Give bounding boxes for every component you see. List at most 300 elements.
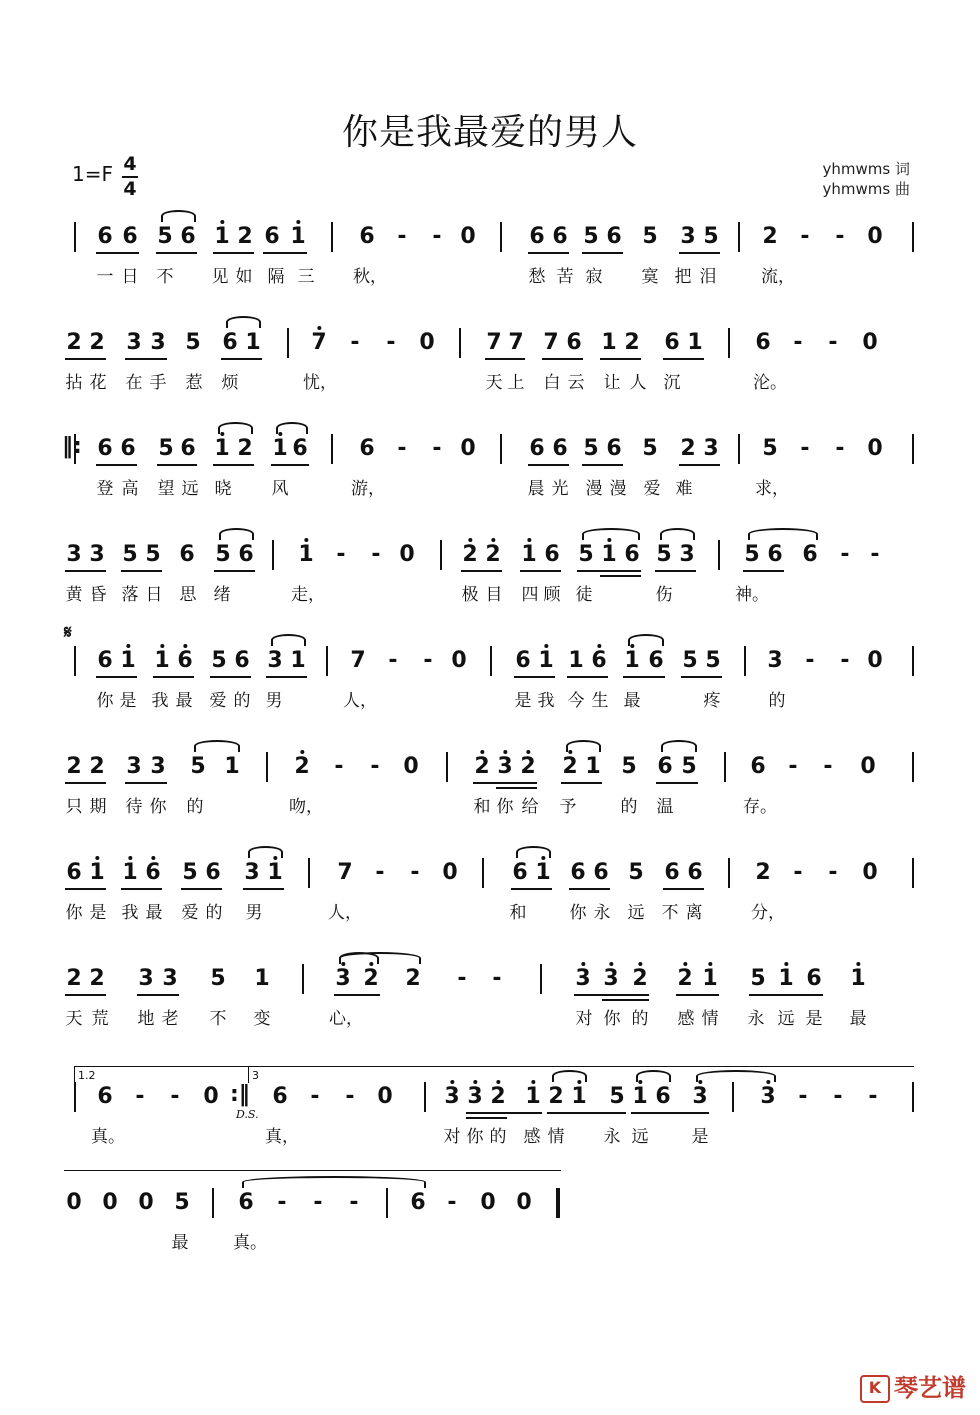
- lyric-syllable: 漫: [585, 479, 603, 499]
- lyric-syllable: 天: [65, 1009, 83, 1029]
- note: [535, 860, 550, 886]
- lyric-syllable: 落: [121, 585, 139, 605]
- note: [182, 860, 197, 886]
- octave-dot: [527, 538, 531, 542]
- time-signature: [122, 154, 138, 200]
- note-digit: 6: [222, 330, 238, 355]
- slur: [242, 1176, 426, 1188]
- note: [397, 436, 406, 462]
- barline: [308, 858, 310, 888]
- note: [122, 542, 137, 568]
- note-digit: -: [349, 1190, 359, 1215]
- notation-row: [0, 860, 980, 940]
- note: [203, 1084, 218, 1110]
- note: [313, 1190, 322, 1216]
- note-digit: 0: [867, 648, 883, 673]
- note: [298, 542, 313, 568]
- lyric-syllable: 秋，: [353, 267, 387, 287]
- lyric-syllable: 温: [656, 797, 674, 817]
- note-digit: 5: [583, 436, 599, 461]
- note: [135, 1084, 144, 1110]
- note-digit: 1: [254, 966, 270, 991]
- lyric-syllable: 和: [473, 797, 491, 817]
- note-digit: -: [835, 224, 845, 249]
- note: [444, 1084, 459, 1110]
- note-digit: 6: [179, 542, 195, 567]
- note-digit: 1: [778, 966, 794, 991]
- note-digit: 5: [182, 860, 198, 885]
- barline: [331, 434, 333, 464]
- lyric-syllable: 日: [121, 267, 139, 287]
- beam-line: [125, 358, 167, 360]
- lyric-syllable: 的: [205, 903, 223, 923]
- notation-row: [0, 224, 980, 304]
- note: [628, 860, 643, 886]
- note: [244, 860, 259, 886]
- lyric-syllable: 让: [603, 373, 621, 393]
- note: [800, 224, 809, 250]
- lyric-syllable: 我: [121, 903, 139, 923]
- note: [66, 754, 81, 780]
- note-digit: 3: [497, 754, 513, 779]
- lyric-syllable: 沦。: [753, 373, 787, 393]
- note-digit: 2: [755, 860, 771, 885]
- note: [66, 966, 81, 992]
- note-digit: -: [345, 1084, 355, 1109]
- note-digit: 1: [568, 648, 584, 673]
- note: [138, 1190, 153, 1216]
- beam-line: [121, 888, 162, 890]
- song-title: 你是我最爱的男人: [341, 112, 638, 153]
- octave-dot: [304, 538, 308, 542]
- note: [529, 436, 544, 462]
- note: [97, 224, 112, 250]
- note: [515, 648, 530, 674]
- note: [767, 542, 782, 568]
- note-digit: 3: [267, 648, 283, 673]
- note: [267, 860, 282, 886]
- lyric-syllable: 目: [485, 585, 503, 605]
- note: [578, 542, 593, 568]
- note: [687, 330, 702, 356]
- note: [603, 966, 618, 992]
- note: [642, 436, 657, 462]
- note: [410, 1190, 425, 1216]
- notation-row: [0, 754, 980, 834]
- barline: [446, 752, 448, 782]
- note-digit: -: [800, 224, 810, 249]
- note-digit: 5: [215, 542, 231, 567]
- lyric-syllable: 苦: [556, 267, 574, 287]
- lyric-syllable: 愁: [528, 267, 546, 287]
- note-digit: 5: [642, 224, 658, 249]
- note-digit: 6: [566, 330, 582, 355]
- note: [702, 966, 717, 992]
- beam-line: [749, 994, 823, 996]
- note-digit: 6: [806, 966, 822, 991]
- note: [835, 436, 844, 462]
- lyric-syllable: 是: [805, 1009, 823, 1029]
- note-digit: 2: [66, 754, 82, 779]
- note-digit: 1: [245, 330, 261, 355]
- barline: [738, 222, 740, 252]
- lyric-syllable: 不: [156, 267, 174, 287]
- key-signature: [72, 153, 137, 200]
- lyric-syllable: 给: [521, 797, 539, 817]
- lyric-syllable: 永: [747, 1009, 765, 1029]
- note: [680, 224, 695, 250]
- note-digit: -: [375, 860, 385, 885]
- barline: [482, 858, 484, 888]
- note-digit: 0: [460, 436, 476, 461]
- note-digit: -: [840, 648, 850, 673]
- note-digit: 1: [154, 648, 170, 673]
- beam-line-double: [466, 1117, 507, 1119]
- barline: [74, 1082, 76, 1112]
- note: [162, 966, 177, 992]
- barline: [212, 1188, 214, 1218]
- beam-line: [243, 888, 284, 890]
- note-digit: -: [805, 648, 815, 673]
- note-digit: 2: [677, 966, 693, 991]
- note-digit: 2: [680, 436, 696, 461]
- lyric-syllable: 远: [181, 479, 199, 499]
- lyric-syllable: 在: [125, 373, 143, 393]
- lyric-syllable: 心，: [329, 1009, 363, 1029]
- note-digit: 1: [272, 436, 288, 461]
- note-digit: 2: [548, 1084, 564, 1109]
- lyric-syllable: 最: [145, 903, 163, 923]
- beam-line: [121, 570, 162, 572]
- note-digit: -: [334, 754, 344, 779]
- lyric-syllable: 存。: [743, 797, 777, 817]
- lyric-syllable: 我: [151, 691, 169, 711]
- note-digit: 5: [145, 542, 161, 567]
- lyric-syllable: 漫: [609, 479, 627, 499]
- note: [800, 436, 809, 462]
- note: [350, 330, 359, 356]
- notation-row: [0, 648, 980, 728]
- note-digit: 3: [244, 860, 260, 885]
- lyric-syllable: 徒: [575, 585, 593, 605]
- note: [867, 648, 882, 674]
- note-digit: 0: [860, 754, 876, 779]
- note-digit: 3: [126, 330, 142, 355]
- beam-line: [156, 252, 197, 254]
- note-digit: 6: [655, 1084, 671, 1109]
- note: [632, 966, 647, 992]
- note-digit: 5: [621, 754, 637, 779]
- note-digit: 3: [760, 1084, 776, 1109]
- note: [570, 860, 585, 886]
- note-digit: -: [793, 860, 803, 885]
- beam-line: [582, 252, 623, 254]
- note: [150, 330, 165, 356]
- notation-row: [0, 330, 980, 410]
- lyric-syllable: 求，: [755, 479, 789, 499]
- note-digit: 3: [89, 542, 105, 567]
- lyric-syllable: 极: [461, 585, 479, 605]
- note: [677, 966, 692, 992]
- lyric-syllable: 的: [233, 691, 251, 711]
- octave-dot: [491, 538, 495, 542]
- note-digit: 2: [762, 224, 778, 249]
- note-digit: 1: [290, 224, 306, 249]
- note-digit: 0: [862, 330, 878, 355]
- lyric-syllable: 男: [245, 903, 263, 923]
- lyric-syllable: 三: [297, 267, 315, 287]
- notation-row: [0, 542, 980, 622]
- note-digit: -: [313, 1190, 323, 1215]
- note-digit: 0: [399, 542, 415, 567]
- lyric-syllable: 的: [186, 797, 204, 817]
- lyric-syllable: 见: [211, 267, 229, 287]
- note: [214, 224, 229, 250]
- note: [860, 754, 875, 780]
- lyric-syllable: 离: [685, 903, 703, 923]
- beam-line: [656, 782, 698, 784]
- barline: [500, 434, 502, 464]
- note-digit: -: [388, 648, 398, 673]
- note: [457, 966, 466, 992]
- lyric-syllable: 隔: [267, 267, 285, 287]
- note-digit: -: [371, 542, 381, 567]
- barline: [74, 646, 76, 676]
- note: [802, 542, 817, 568]
- note: [778, 966, 793, 992]
- note: [122, 860, 137, 886]
- slur: [219, 528, 254, 540]
- note: [102, 1190, 117, 1216]
- note: [399, 542, 414, 568]
- note: [419, 330, 434, 356]
- beam-line: [125, 782, 167, 784]
- note-digit: -: [370, 754, 380, 779]
- note-digit: -: [410, 860, 420, 885]
- note: [267, 648, 282, 674]
- note: [210, 966, 225, 992]
- lyric-syllable: 予: [559, 797, 577, 817]
- note: [205, 860, 220, 886]
- slur: [194, 740, 240, 752]
- note-digit: 2: [66, 330, 82, 355]
- note: [480, 1190, 495, 1216]
- note: [460, 436, 475, 462]
- note-digit: 0: [516, 1190, 532, 1215]
- note-digit: -: [135, 1084, 145, 1109]
- octave-dot: [126, 644, 130, 648]
- note: [793, 860, 802, 886]
- lyric-syllable: 你: [65, 903, 83, 923]
- note: [180, 224, 195, 250]
- beam-line: [663, 358, 704, 360]
- note-digit: 1: [850, 966, 866, 991]
- lyric-syllable: 花: [89, 373, 107, 393]
- note-digit: 1: [571, 1084, 587, 1109]
- barline: [912, 858, 914, 888]
- note: [755, 330, 770, 356]
- note-digit: 6: [234, 648, 250, 673]
- note: [609, 1084, 624, 1110]
- note: [529, 224, 544, 250]
- note-digit: 5: [122, 542, 138, 567]
- lyric-syllable: 云: [567, 373, 585, 393]
- note-digit: 3: [138, 966, 154, 991]
- note-digit: -: [277, 1190, 287, 1215]
- beam-line: [631, 1112, 709, 1114]
- note-digit: 7: [508, 330, 524, 355]
- note-digit: 1: [290, 648, 306, 673]
- notation-row: [0, 1084, 980, 1164]
- note: [238, 1190, 253, 1216]
- note: [591, 648, 606, 674]
- note: [867, 436, 882, 462]
- note-digit: 6: [767, 542, 783, 567]
- note: [375, 860, 384, 886]
- lyric-syllable: 分，: [751, 903, 785, 923]
- beam-line: [210, 676, 251, 678]
- barline: [459, 328, 461, 358]
- note: [744, 542, 759, 568]
- notation-row: [0, 1190, 980, 1270]
- lyric-syllable: 沉: [663, 373, 681, 393]
- lyric-syllable: 拈: [65, 373, 83, 393]
- logo-text: 琴艺谱: [894, 1374, 966, 1402]
- note: [544, 542, 559, 568]
- lyric-syllable: 最: [623, 691, 641, 711]
- lyric-syllable: 的: [768, 691, 786, 711]
- note-digit: 2: [474, 754, 490, 779]
- note-digit: 6: [570, 860, 586, 885]
- note: [272, 436, 287, 462]
- lyric-syllable: 人，: [343, 691, 377, 711]
- note-digit: 3: [66, 542, 82, 567]
- note-digit: -: [386, 330, 396, 355]
- beam-line: [681, 676, 722, 678]
- note-digit: 5: [642, 436, 658, 461]
- slur: [628, 634, 664, 646]
- note: [862, 860, 877, 886]
- note: [292, 436, 307, 462]
- beam-line: [65, 358, 106, 360]
- note: [126, 754, 141, 780]
- note: [870, 542, 879, 568]
- octave-dot: [609, 962, 613, 966]
- lyric-syllable: 如: [235, 267, 253, 287]
- note-digit: 0: [102, 1190, 118, 1215]
- note-digit: 3: [126, 754, 142, 779]
- note: [568, 648, 583, 674]
- note-digit: 3: [575, 966, 591, 991]
- slur: [582, 528, 640, 540]
- note: [868, 1084, 877, 1110]
- beam-line: [679, 252, 720, 254]
- note-digit: 1: [585, 754, 601, 779]
- lyric-syllable: 情: [701, 1009, 719, 1029]
- beam-line: [153, 676, 194, 678]
- lyric-syllable: 晨: [527, 479, 545, 499]
- lyric-syllable: 对: [575, 1009, 593, 1029]
- beam-line: [582, 464, 623, 466]
- note: [497, 754, 512, 780]
- note-digit: 6: [145, 860, 161, 885]
- octave-dot: [683, 962, 687, 966]
- note: [692, 1084, 707, 1110]
- note-digit: 6: [359, 436, 375, 461]
- note: [363, 966, 378, 992]
- lyric-syllable: 难: [675, 479, 693, 499]
- barline: [440, 540, 442, 570]
- lyric-syllable: 是: [119, 691, 137, 711]
- lyric-syllable: 的: [489, 1127, 507, 1147]
- beam-line: [511, 888, 552, 890]
- lyric-syllable: 你: [466, 1127, 484, 1147]
- note: [552, 224, 567, 250]
- note: [335, 966, 350, 992]
- note: [648, 648, 663, 674]
- note-digit: 2: [624, 330, 640, 355]
- note: [310, 1084, 319, 1110]
- lyric-syllable: 真，: [265, 1127, 299, 1147]
- note-digit: 6: [292, 436, 308, 461]
- beam-line: [623, 676, 665, 678]
- note: [89, 754, 104, 780]
- note-digit: 5: [190, 754, 206, 779]
- note: [681, 754, 696, 780]
- beam-line: [96, 252, 139, 254]
- note-digit: 6: [750, 754, 766, 779]
- note-digit: 1: [702, 966, 718, 991]
- lyric-syllable: 风: [271, 479, 289, 499]
- note-digit: 6: [180, 224, 196, 249]
- note-digit: 1: [122, 860, 138, 885]
- beam-line-double: [496, 787, 537, 789]
- note: [349, 1190, 358, 1216]
- barline: [912, 646, 914, 676]
- time-numerator: 4: [123, 153, 137, 175]
- note: [66, 542, 81, 568]
- lyric-syllable: 一: [96, 267, 114, 287]
- lyric-syllable: 四: [521, 585, 539, 605]
- note-digit: 0: [862, 860, 878, 885]
- beam-line: [569, 888, 610, 890]
- note-digit: 6: [359, 224, 375, 249]
- note-digit: 0: [138, 1190, 154, 1215]
- note-digit: 6: [205, 860, 221, 885]
- note: [680, 436, 695, 462]
- octave-dot: [183, 644, 187, 648]
- note-digit: -: [447, 1190, 457, 1215]
- note-digit: 1: [298, 542, 314, 567]
- note-digit: 0: [460, 224, 476, 249]
- note-digit: 5: [185, 330, 201, 355]
- lyric-syllable: 不: [661, 903, 679, 923]
- note: [552, 436, 567, 462]
- note-digit: 6: [272, 1084, 288, 1109]
- octave-dot: [468, 538, 472, 542]
- note-digit: -: [840, 542, 850, 567]
- note-digit: 2: [66, 966, 82, 991]
- note-digit: 6: [66, 860, 82, 885]
- lyric-syllable: 游，: [351, 479, 385, 499]
- note: [451, 648, 466, 674]
- lyric-syllable: 你: [96, 691, 114, 711]
- note: [867, 224, 882, 250]
- note: [337, 860, 352, 886]
- note-digit: 3: [680, 224, 696, 249]
- note-digit: 7: [337, 860, 353, 885]
- note-digit: 1: [535, 860, 551, 885]
